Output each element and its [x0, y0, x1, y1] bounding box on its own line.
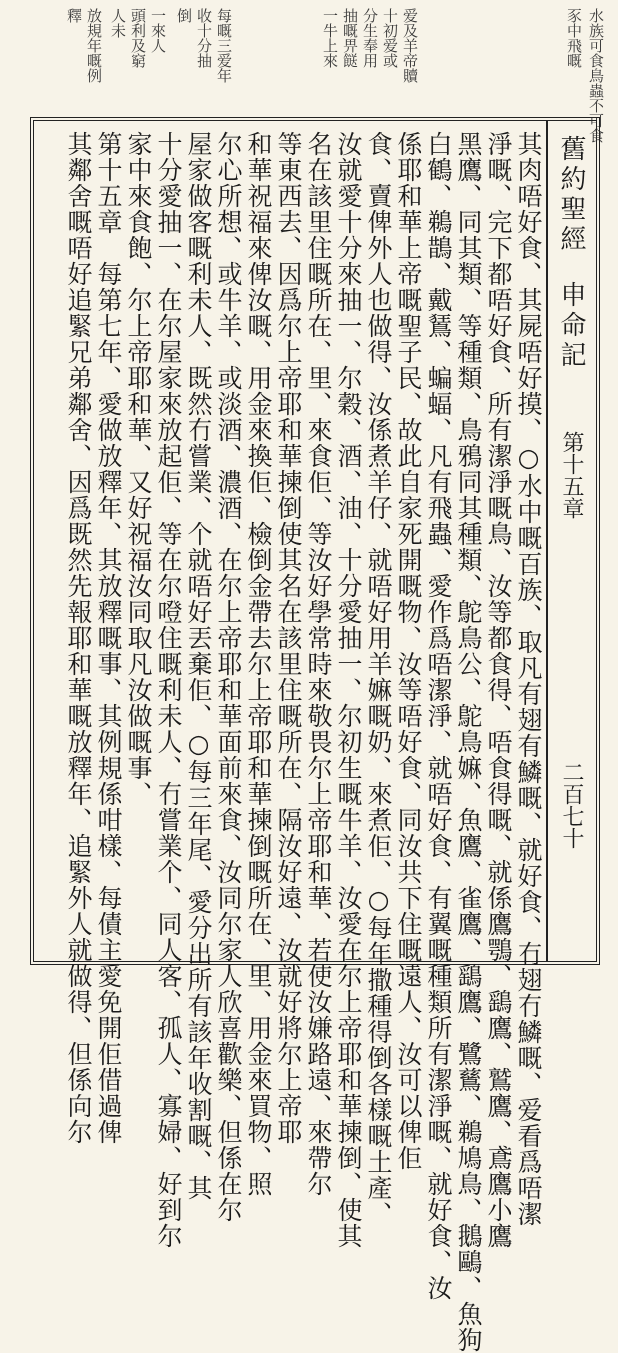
header-note: 一來人 [149, 8, 167, 53]
header-note: 十初爱或 [381, 8, 399, 68]
text-column: 係耶和華上帝嘅聖子民、故此自家死開嘅物、汝等唔好食、同汝共下住嘅遠人、汝可以俾佢 [394, 131, 423, 1171]
text-column: 十分愛抽一、在尔屋家來放起佢、等在尔噔住嘅利未人、冇嘗業个、同人客、孤人、寡婦、好到尔 [154, 131, 183, 1249]
text-column: 食、賣俾外人也做得、汝係煮羊仔、就唔好用羊嫲嘅奶、來煮佢、○每年撒種得倒各樣嘅土產、 [364, 131, 393, 1227]
header-note: 釋 [65, 8, 83, 23]
header-note: 頭利及窮 [129, 8, 147, 68]
text-frame [30, 117, 600, 1353]
text-column: 其肉唔好食、其屍唔好摸、○水中嘅百族、取凡有翅有鱗嘅、就好食、冇翅冇鱗嘅、爱看爲唔潔 [514, 131, 543, 1227]
book-subtitle: 申命記 [556, 281, 586, 371]
text-column: 屋家做客嘅利未人、既然冇嘗業、个就唔好丟棄佢、○每三年尾、愛分出所有該年收割嘅、其 [184, 131, 213, 1201]
text-column: 第十五章 每第七年、愛做放釋年、其放釋嘅事、其例規係咁樣、每債主愛免開佢借過俾 [94, 131, 123, 1145]
header-note: 每嘅三爱年 [215, 8, 233, 83]
text-column: 等東西去、因爲尔上帝耶和華揀倒使其名在該里住嘅所在、隔汝好遠、汝就好將尔上帝耶 [274, 131, 303, 1145]
book-title: 舊約聖經 [556, 135, 586, 255]
text-column: 白鶴、鵜鵲、戴鵟、蝙蝠、凡有飛蟲、愛作爲唔潔淨、就唔好食、有翼嘅種類所有潔淨嘅、就好食、汝 [424, 131, 453, 1301]
header-note: 放規年嘅例 [85, 8, 103, 83]
text-column: 汝就愛十分來抽一、尔穀、酒、油、十分愛抽一、尔初生嘅牛羊、汝愛在尔上帝耶和華揀倒、使其 [334, 131, 363, 1249]
text-column: 家中來食飽、尔上帝耶和華、又好祝福汝同取凡汝做嘅事、 [124, 131, 153, 807]
text-column: 其鄰舍嘅唔好追緊兄弟鄰舍、因爲既然先報耶和華嘅放釋年、追緊外人就做得、但係向尔 [64, 131, 93, 1145]
text-column: 淨嘅、完下都唔好食、所有潔淨嘅鳥、汝等都食得、唔食得嘅、就係鷹鶚、鷂鷹、鷲鷹、鳶鷹小鷹 [484, 131, 513, 1249]
text-column: 尔心所想、或牛羊、或淡酒、濃酒、在尔上帝耶和華面前來食、汝同尔家人欣喜歡樂、但係在尔 [214, 131, 243, 1223]
header-note: 豕中飛嘅 [565, 8, 583, 68]
chapter-label: 第十五章 [559, 431, 584, 519]
title-divider [546, 121, 548, 961]
header-note: 收十分抽 [195, 8, 213, 68]
text-column: 黑鷹、同其類、等種類、鳥鴉同其種類、鴕鳥公、鴕鳥嫲、魚鷹、雀鷹、鷂鷹、鷺鶿、鵜鳩鳥、鵝鷗、魚狗 [454, 131, 483, 1353]
header-note: 分生奉用 [361, 8, 379, 68]
header-notes [0, 0, 618, 143]
header-note: 水族可食鳥蟲不可食 [587, 8, 605, 143]
header-note: 抽嘅畀餸 [341, 8, 359, 68]
header-note: 倒 [175, 8, 193, 23]
header-note: 人未 [109, 8, 127, 38]
header-note: 爱及羊帝贖 [401, 8, 419, 83]
text-column: 名在該里住嘅所在、里、來食佢、等汝好學常時來敬畏尔上帝耶和華、若使汝嫌路遠、來帶尔 [304, 131, 333, 1197]
page-number: 二百七十 [559, 761, 584, 849]
header-note: 一牛上來 [321, 8, 339, 68]
text-column: 和華祝福來俾汝嘅、用金來換佢、檢倒金帶去尔上帝耶和華揀倒嘅所在、里、用金來買物、照 [244, 131, 273, 1197]
